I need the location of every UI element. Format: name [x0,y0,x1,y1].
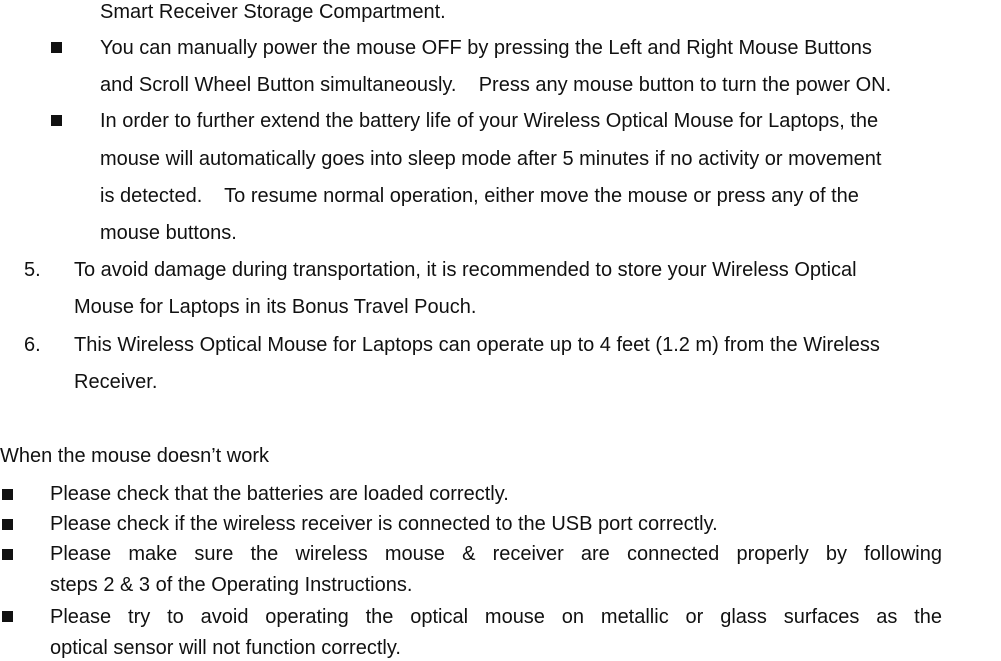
bullet-text: mouse buttons. [100,222,237,244]
bullet-text: is detected. To resume normal operation, either move the mouse or press any of the [100,185,859,207]
square-bullet-icon [2,549,13,560]
bullet-text: and Scroll Wheel Button simultaneously. Press any mouse button to turn the power ON. [100,74,892,96]
continuation-text: Smart Receiver Storage Compartment. [100,1,446,23]
square-bullet-icon [51,42,62,53]
numbered-item-text: Mouse for Laptops in its Bonus Travel Pouch. [74,296,477,318]
bullet-text: mouse will automatically goes into sleep mode after 5 minutes if no activity or movement [100,148,882,170]
list-number: 5. [24,259,41,281]
square-bullet-icon [2,519,13,530]
troubleshooting-item-text: Please check if the wireless receiver is connected to the USB port correctly. [50,513,718,535]
troubleshooting-item-text: Please try to avoid operating the optical mouse on metallic or glass surfaces as the [50,606,942,628]
section-heading: When the mouse doesn’t work [0,445,270,467]
troubleshooting-item-text: Please make sure the wireless mouse & receiver are connected properly by following [50,543,942,565]
numbered-item-text: Receiver. [74,371,158,393]
list-number: 6. [24,334,41,356]
numbered-item-text: This Wireless Optical Mouse for Laptops can operate up to 4 feet (1.2 m) from the Wireless [74,334,880,356]
numbered-item-text: To avoid damage during transportation, it is recommended to store your Wireless Optical [74,259,857,281]
bullet-text: You can manually power the mouse OFF by pressing the Left and Right Mouse Buttons [100,37,872,59]
troubleshooting-item-text: steps 2 & 3 of the Operating Instructions. [50,574,413,596]
troubleshooting-item-text: Please check that the batteries are loaded correctly. [50,483,509,505]
square-bullet-icon [2,611,13,622]
square-bullet-icon [51,115,62,126]
bullet-text: In order to further extend the battery life of your Wireless Optical Mouse for Laptops, the [100,110,879,132]
troubleshooting-item-text: optical sensor will not function correctly. [50,637,401,659]
square-bullet-icon [2,489,13,500]
